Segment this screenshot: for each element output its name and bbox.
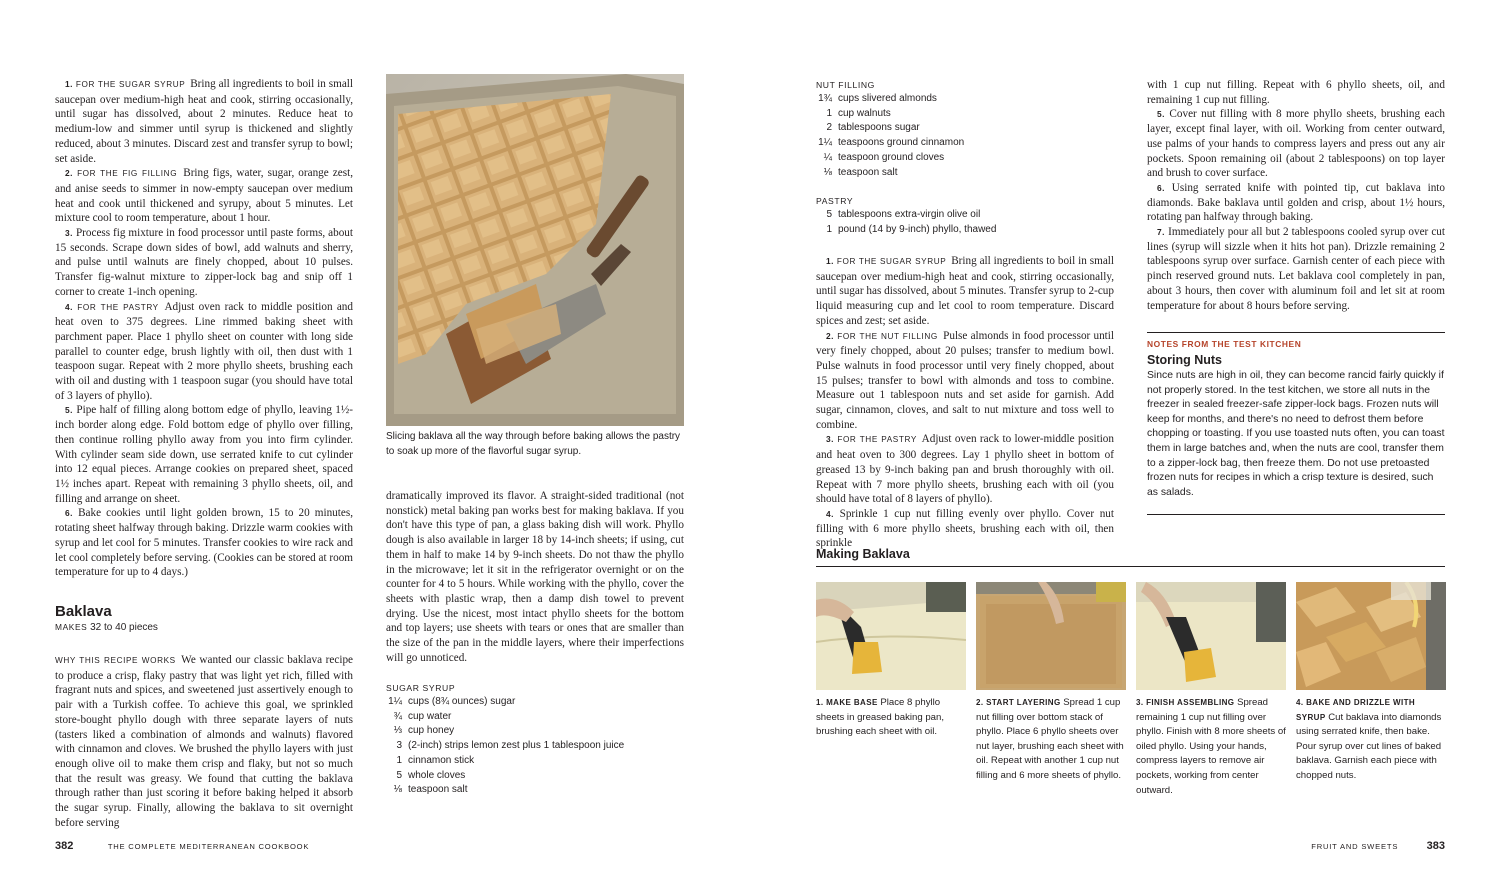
notes-text: Since nuts are high in oil, they can become rancid fairly quickly if not properly stored. In the test kitchen, we store all nuts in the freezer in sealed freezer-safe zipper-lock bags. Frozen nuts will keep for months, and there's no need to defrost them before chopping or toasting. If you use toasted nuts often, you can toast them in large batches and, when the nuts are cool, transfer them to a zipper-lock bag, then freeze them. Do not use pretoasted frozen nuts for recipes in which a crisp texture is desired, such as salads. <box>1147 370 1445 498</box>
ingredient: ⅓ cup honey <box>393 725 455 737</box>
pastry-heading: PASTRY <box>816 196 854 207</box>
step-caption-4: 4. BAKE AND DRIZZLE WITH SYRUP Cut baklava into diamonds using serrated knife, then bake. Pour syrup over cut lines of baked baklava. Garnish each piece with chopped nuts. <box>1296 698 1442 781</box>
ingredient: 5 tablespoons extra-virgin olive oil <box>826 209 981 221</box>
ingredient: 1 cinnamon stick <box>396 754 475 766</box>
sugar-syrup-heading: SUGAR SYRUP <box>386 683 456 693</box>
ingredient: ⅛ teaspoon salt <box>393 784 468 796</box>
left-col2-text: dramatically improved its flavor. A straight-sided traditional (not nonstick) metal baking pan works best for making baklava. If you don't have this type of pan, a glass baking dish will work. Phyllo dough is also available in larger 18 by 14-inch sheets; if using, cut them in half to make 14 by 9-inch sheets. Do not thaw the phyllo in the microwave; let it sit in the refrigerator overnight or on the counter for 4 to 5 hours. While working with the phyllo, cover the sheets with plastic wrap, then a damp dish towel to prevent drying. Use the nicest, most intact phyllo sheets for the bottom and top layers; use sheets with tears or ones that are smaller than the size of the pan in the middle layers, where their imperfections will go unnoticed. <box>386 490 684 664</box>
step-3: 3. Process fig mixture in food processor until paste forms, about 15 seconds. Scrape down sides of bowl, add walnuts and sherry, and pulse until walnuts are finely chopped, about 10 pulses. Transfer fig-walnut mixture to zipper-lock bag and snip off 1 corner to create 1-inch opening. <box>55 227 353 298</box>
nut-filling-list <box>816 92 1116 180</box>
step-4: 4. Sprinkle 1 cup nut filling evenly over phyllo. Cover nut filling with 6 more phyllo sheets, brushing each with oil, then sprinkle <box>816 507 1115 550</box>
notes-top-rule <box>1147 332 1445 333</box>
step-6: 6. Bake cookies until light golden brown, 15 to 20 minutes, rotating sheet halfway through baking. Drizzle warm cookies with syrup and let cool for 5 minutes. Transfer cookies to wire rack and let cool completely before serving. (Cookies can be stored at room temperature for up to 4 days.) <box>55 507 353 579</box>
notes-bottom-rule <box>1147 514 1445 515</box>
page-number-left: 382 <box>55 840 74 852</box>
right-col1-steps <box>816 254 1114 551</box>
ingredient: 1 cup walnuts <box>826 107 891 119</box>
book-title: THE COMPLETE MEDITERRANEAN COOKBOOK <box>107 842 310 851</box>
notes-box <box>1147 339 1445 500</box>
left-col1-steps <box>55 77 353 580</box>
right-footer <box>1310 836 1445 854</box>
recipe-title: Baklava <box>55 603 112 620</box>
baklava-photo <box>386 74 684 426</box>
nut-filling-heading: NUT FILLING <box>816 80 875 90</box>
making-baklava-title: Making Baklava <box>816 547 910 561</box>
section-title: FRUIT AND SWEETS <box>1311 842 1399 851</box>
ingredient: 1¾ cups slivered almonds <box>818 93 937 104</box>
step-2: 2. FOR THE NUT FILLING Pulse almonds in food processor until very finely chopped, about 20 pulses; transfer to medium bowl. Pulse walnuts in food processor until very finely chopped, about 15 pulses; transfer to bowl with almonds and toss to combine. Measure out 1 tablespoon nuts and set aside for garnish. Add sugar, cinnamon, cloves, and salt to nut mixture and toss well to combine. <box>816 329 1115 431</box>
step-7: 7. Immediately pour all but 2 tablespoons cooled syrup over cut lines (syrup will sizzle when it hits hot pan). Drizzle remaining 2 tablespoons syrup over surface. Garnish center of each piece with pinch reserved ground nuts. Let baklava cool completely in pan, about 3 hours, then cover with aluminum foil and let sit at room temperature for about 8 hours before serving. <box>1147 226 1446 312</box>
why-this-recipe-works: WHY THIS RECIPE WORKS We wanted our classic baklava recipe to produce a crisp, flaky pastry that was light yet rich, filled with fragrant nuts and spices, and sweetened just assertively enough to pair with a Turkish coffee. To achieve this goal, we sprinkled store-bought phyllo dough with three separate layers of nuts (tasters liked a combination of almonds and walnuts) flavored with cinnamon and cloves. We brushed the phyllo layers with just enough olive oil to make them crisp and flaky, but not so much that the result was greasy. We found that cutting the baklava through rather than just scoring it before baking helped it absorb the sugar syrup. Finally, allowing the baklava to sit overnight before serving <box>55 654 354 829</box>
page-number-right: 383 <box>1426 840 1445 852</box>
photo-caption: Slicing baklava all the way through before baking allows the pastry to soak up more of the flavorful sugar syrup. <box>386 431 681 457</box>
ingredient: 3 (2-inch) strips lemon zest plus 1 tablespoon juice <box>396 740 625 752</box>
ingredient: 1¼ cups (8¾ ounces) sugar <box>388 696 516 707</box>
step-5: 5. Pipe half of filling along bottom edge of phyllo, leaving 1½-inch border along edge. Fold bottom edge of phyllo over filling, then continue rolling phyllo away from you into firm cylinder. With cylinder seam side down, use serrated knife to cut cylinder into 12 equal pieces. Arrange cookies on prepared sheet, spaced 1½ inches apart. Repeat with remaining 3 phyllo sheets, oil, and filling and arrange on sheet. <box>55 404 354 505</box>
step-5: 5. Cover nut filling with 8 more phyllo sheets, brushing each layer, except final layer, with oil. Working from center outward, use palms of your hands to compress layers and press out any air pockets. Spoon remaining oil (about 2 tablespoons) on top layer and brush to cover surface. <box>1147 108 1446 180</box>
ingredient: ¾ cup water <box>393 710 452 722</box>
step-photo-4 <box>1296 582 1446 690</box>
notes-label: NOTES FROM THE TEST KITCHEN <box>1147 339 1302 349</box>
step-3: 3. FOR THE PASTRY Adjust oven rack to lower-middle position and heat oven to 300 degrees. Lay 1 phyllo sheet in bottom of greased 13 by 9-inch baking pan and brush thoroughly with oil. Repeat with 7 more phyllo sheets, brushing each with oil (you should have total of 8 layers of phyllo). <box>816 433 1114 506</box>
ingredient: ⅛ teaspoon salt <box>823 166 898 178</box>
ingredient: 1 pound (14 by 9-inch) phyllo, thawed <box>826 223 997 235</box>
step-2: 2. FOR THE FIG FILLING Bring figs, water, sugar, orange zest, and anise seeds to simmer in now-empty saucepan over medium heat and cook until thickened and syrupy, about 5 minutes. Let mixture cool to room temperature, about 1 hour. <box>55 167 353 225</box>
step-caption-1: 1. MAKE BASE Place 8 phyllo sheets in greased baking pan, brushing each sheet with oil. <box>816 697 945 738</box>
right-col2-steps <box>1147 78 1445 313</box>
step-1: 1. FOR THE SUGAR SYRUP Bring all ingredients to boil in small saucepan over medium-high heat and cook, stirring occasionally, until sugar has dissolved, about 2 minutes. Reduce heat to medium-low and simmer until syrup is thickened and slightly reduced, about 3 minutes. Discard zest and transfer syrup to bowl; set aside. <box>55 78 354 165</box>
ingredient: 5 whole cloves <box>396 769 466 781</box>
left-footer <box>55 836 309 854</box>
continued-text: with 1 cup nut filling. Repeat with 6 phyllo sheets, oil, and remaining 1 cup nut filling. <box>1147 79 1445 106</box>
step-caption-3: 3. FINISH ASSEMBLING Spread remaining 1 cup nut filling over phyllo. Finish with 8 more sheets of oiled phyllo. Using your hands, compress layers to remove air pockets, working from center outward. <box>1136 697 1286 796</box>
ingredient: 2 tablespoons sugar <box>826 122 920 134</box>
step-1: 1. FOR THE SUGAR SYRUP Bring all ingredients to boil in small saucepan over medium-high heat and cook, stirring occasionally, until sugar has dissolved, about 5 minutes. Transfer syrup to 2-cup liquid measuring cup and let cool to room temperature. Discard spices and zest; set aside. <box>816 255 1115 327</box>
notes-title: Storing Nuts <box>1147 353 1222 367</box>
pastry-list <box>816 208 1116 237</box>
recipe-header <box>55 603 353 633</box>
recipe-yield: MAKES 32 to 40 pieces <box>55 622 158 633</box>
ingredient: ¼ teaspoon ground cloves <box>823 151 945 163</box>
making-rule <box>816 566 1445 567</box>
ingredient: 1¼ teaspoons ground cinnamon <box>818 137 965 149</box>
step-photo-3 <box>1136 582 1286 690</box>
sugar-syrup-list <box>386 695 686 798</box>
step-4: 4. FOR THE PASTRY Adjust oven rack to middle position and heat oven to 375 degrees. Line rimmed baking sheet with parchment paper. Place 1 phyllo sheet on counter with long side parallel to counter edge, brush lightly with oil, then dust with 1 teaspoon sugar. Repeat with 2 more phyllo sheets, brushing each with oil and dusting with 1 teaspoon sugar (you should have total of 3 layers of phyllo). <box>55 300 353 402</box>
step-6: 6. Using serrated knife with pointed tip, cut baklava into diamonds. Bake baklava until golden and crisp, about 1½ hours, rotating pan halfway through baking. <box>1147 181 1446 224</box>
nut-filling-ingredients <box>816 78 1116 238</box>
step-photo-2 <box>976 582 1126 690</box>
step-caption-2: 2. START LAYERING Spread 1 cup nut filling over bottom stack of phyllo. Place 6 phyllo sheets over nut layer, brushing each sheet with oil. Repeat with another 1 cup nut filling and 6 more sheets of phyllo. <box>976 697 1124 781</box>
step-photo-1 <box>816 582 966 690</box>
sugar-syrup-ingredients <box>386 681 686 798</box>
